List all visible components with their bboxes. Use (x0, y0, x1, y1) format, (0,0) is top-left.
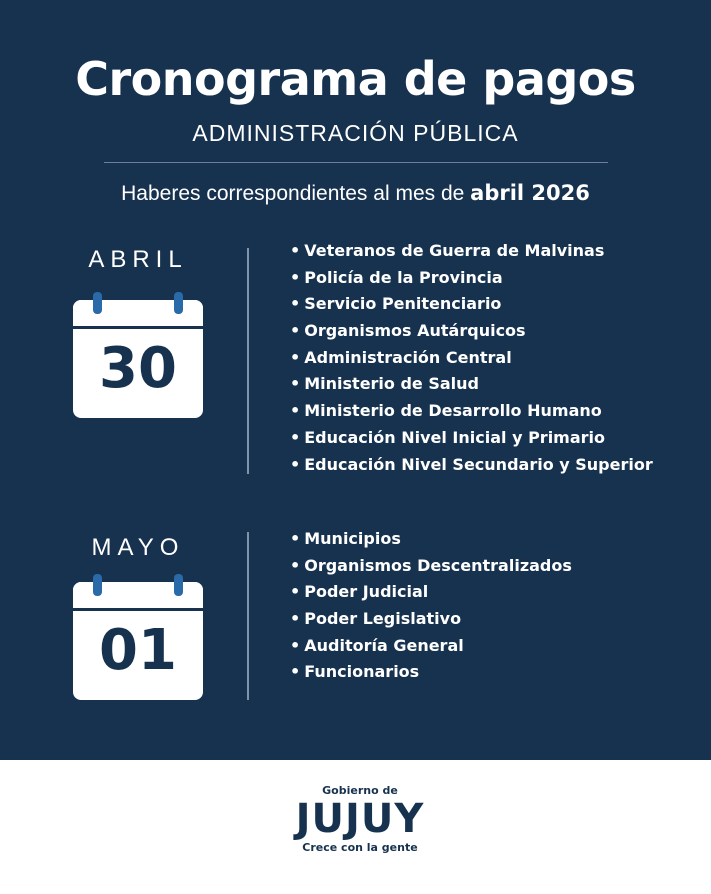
list-item: • Auditoría General (290, 633, 572, 660)
logo-top-text: Gobierno de (322, 784, 398, 797)
list-item: • Organismos Autárquicos (290, 318, 653, 345)
list-item: • Veteranos de Guerra de Malvinas (290, 238, 653, 265)
agency-list-mayo (290, 526, 572, 686)
haberes-month: abril 2026 (470, 181, 590, 205)
list-item: • Servicio Penitenciario (290, 291, 653, 318)
list-item: • Educación Nivel Secundario y Superior (290, 452, 653, 479)
month-label-abril: ABRIL (88, 246, 188, 273)
list-item: • Administración Central (290, 345, 653, 372)
logo-wordmark: JUJUY (295, 796, 425, 842)
agency-list-abril (290, 238, 653, 478)
list-item: • Municipios (290, 526, 572, 553)
list-item: • Organismos Descentralizados (290, 553, 572, 580)
calendar-day: 30 (99, 336, 177, 401)
section-divider (247, 248, 249, 474)
list-item: • Policía de la Provincia (290, 265, 653, 292)
calendar-icon (73, 582, 203, 700)
calendar-ring (93, 292, 102, 314)
haberes-line (0, 181, 711, 206)
list-item: • Ministerio de Salud (290, 371, 653, 398)
calendar-ring (93, 574, 102, 596)
list-item: • Ministerio de Desarrollo Humano (290, 398, 653, 425)
divider (104, 162, 608, 163)
page-title: Cronograma de pagos (75, 52, 636, 106)
calendar-icon (73, 300, 203, 418)
haberes-prefix: Haberes correspondientes al mes de (121, 182, 471, 205)
list-item: • Poder Legislativo (290, 606, 572, 633)
list-item: • Educación Nivel Inicial y Primario (290, 425, 653, 452)
list-item: • Funcionarios (290, 659, 572, 686)
logo-tagline: Crece con la gente (302, 841, 418, 854)
list-item: • Poder Judicial (290, 579, 572, 606)
section-divider (247, 532, 249, 700)
jujuy-logo (270, 780, 450, 870)
calendar-ring (174, 574, 183, 596)
month-label-mayo: MAYO (91, 534, 185, 561)
calendar-day: 01 (99, 618, 177, 683)
page-subtitle: ADMINISTRACIÓN PÚBLICA (192, 120, 519, 146)
calendar-ring (174, 292, 183, 314)
